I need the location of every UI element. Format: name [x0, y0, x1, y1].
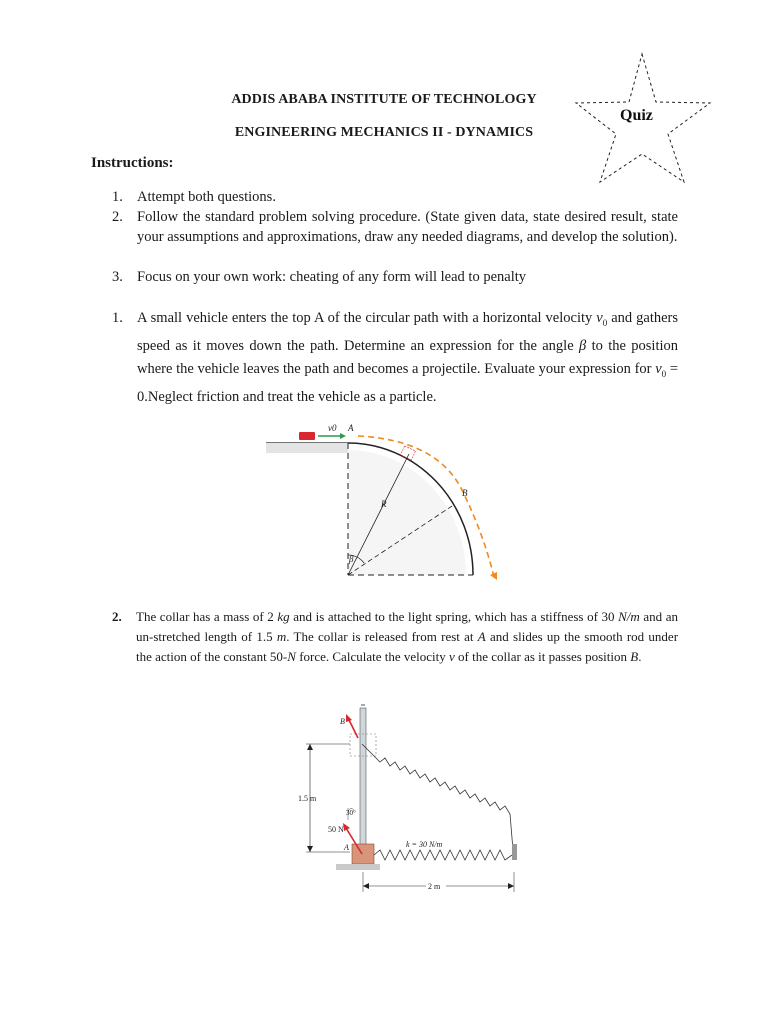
- collar: [352, 844, 374, 864]
- label-r: R: [381, 499, 387, 509]
- instruction-list: [112, 187, 678, 287]
- figure-circular-path: [262, 420, 512, 590]
- list-item-number: 1.: [112, 189, 123, 205]
- label-a: A: [344, 843, 349, 852]
- list-item-text: Follow the standard problem solving procedure. (State given data, state desired result, state your assumptions and approximations, draw any needed diagrams, and develop the solution).: [137, 209, 678, 245]
- list-item-number: 3.: [112, 269, 123, 285]
- course-title: ENGINEERING MECHANICS II - DYNAMICS: [234, 125, 534, 140]
- label-a: A: [348, 423, 354, 433]
- list-item-text: Focus on your own work: cheating of any form will lead to penalty: [137, 269, 527, 285]
- list-item-text: Attempt both questions.: [137, 189, 276, 205]
- label-k: k = 30 N/m: [406, 840, 443, 849]
- question-2-text: The collar has a mass of 2 kg and is attached to the light spring, which has a stiffness of 30 N/m and an un-stretched length of 1.5 m. The collar is released from rest at A and slides up the smooth rod under the action of the constant 50-N force. Calculate the velocity v of the collar as it passes position B.: [136, 609, 679, 664]
- institute-title: ADDIS ABABA INSTITUTE OF TECHNOLOGY: [231, 92, 537, 107]
- figure-collar-spring: [288, 700, 528, 895]
- label-beta: β: [349, 554, 354, 564]
- label-force: 50 N: [328, 825, 344, 834]
- label-width: 2 m: [428, 882, 441, 891]
- label-v0: v0: [328, 423, 337, 433]
- instructions-heading: Instructions:: [91, 155, 174, 171]
- question-1-text: A small vehicle enters the top A of the circular path with a horizontal velocity $v_0$ and gathers speed as it moves down the path. Determine an expression for the angle β to the position where the vehicle leaves the path and becomes a projectile. Evaluate your expression for $v_0$ = 0.Neglect friction and treat the vehicle as a particle.: [137, 310, 679, 405]
- label-height: 1.5 m: [298, 794, 317, 803]
- quiz-star-icon: [572, 48, 720, 188]
- question-1-number: 1.: [112, 310, 123, 326]
- label-b: B: [462, 488, 468, 498]
- question-2-number: 2.: [112, 609, 122, 624]
- label-angle: 30°: [346, 809, 356, 817]
- label-b: B: [340, 717, 345, 726]
- list-item-number: 2.: [112, 209, 123, 225]
- quiz-label: Quiz: [620, 107, 653, 124]
- vehicle: [299, 432, 315, 440]
